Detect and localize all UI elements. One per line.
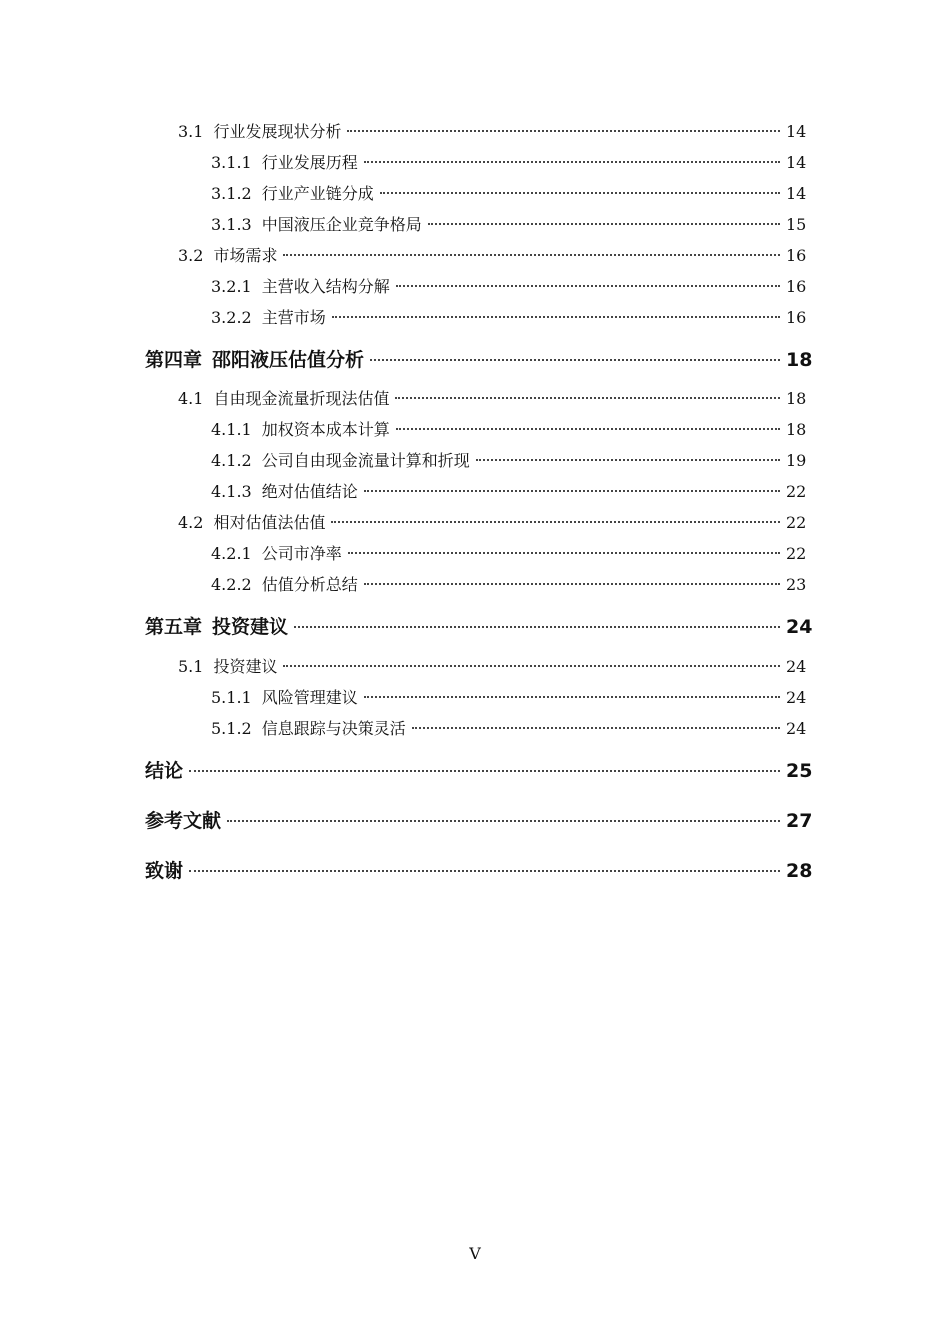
toc-entry-title: 加权资本成本计算 — [261, 420, 390, 439]
toc-entry-number: 第五章 — [145, 616, 203, 638]
toc-entry-number: 第四章 — [145, 349, 203, 371]
toc-entry-title: 邵阳液压估值分析 — [212, 349, 365, 371]
toc-entry-number: 3.1.1 — [211, 153, 252, 172]
toc-entry-number: 5.1.2 — [211, 719, 252, 738]
toc-entry-number: 4.1 — [178, 389, 204, 408]
dot-leader — [428, 223, 780, 225]
toc-entry-page: 19 — [786, 451, 807, 470]
toc-entry-page: 18 — [786, 349, 813, 371]
dot-leader — [395, 397, 780, 399]
toc-entry-number: 5.1.1 — [211, 688, 252, 707]
toc-entry-title: 公司自由现金流量计算和折现 — [261, 451, 470, 470]
toc-entry-number: 3.2.1 — [211, 277, 252, 296]
toc-entry-number: 3.1.3 — [211, 215, 252, 234]
toc-entry-page: 16 — [786, 277, 807, 296]
toc-entry-page: 22 — [786, 544, 807, 563]
toc-entry-title: 公司市净率 — [261, 544, 342, 563]
toc-entry-page: 14 — [786, 184, 807, 203]
toc-entry-page: 24 — [786, 616, 813, 638]
toc-entry[interactable] — [145, 806, 813, 833]
toc-entry-page: 22 — [786, 482, 807, 501]
toc-entry-page: 25 — [786, 760, 813, 782]
toc-entry[interactable] — [145, 856, 813, 883]
toc-entry[interactable] — [178, 119, 806, 142]
toc-entry-number: 3.2.2 — [211, 308, 252, 327]
toc-entry-title: 投资建议 — [213, 657, 278, 676]
toc-entry-number: 4.1.1 — [211, 420, 252, 439]
dot-leader — [283, 665, 780, 667]
toc-entry-number: 3.1.2 — [211, 184, 252, 203]
dot-leader — [227, 820, 780, 822]
toc-entry-title: 投资建议 — [212, 616, 289, 638]
dot-leader — [347, 130, 780, 132]
toc-entry-title: 自由现金流量折现法估值 — [213, 389, 390, 408]
toc-entry[interactable] — [211, 479, 806, 502]
toc-entry-title: 参考文献 — [145, 810, 222, 832]
toc-entry[interactable] — [211, 274, 806, 297]
toc-entry[interactable] — [211, 305, 806, 328]
toc-entry-number: 3.1 — [178, 122, 204, 141]
toc-entry[interactable] — [211, 541, 806, 564]
toc-entry-title: 估值分析总结 — [261, 575, 358, 594]
dot-leader — [396, 428, 780, 430]
toc-entry-title: 市场需求 — [213, 246, 278, 265]
toc-entry-title: 行业发展历程 — [261, 153, 358, 172]
toc-entry-number: 4.1.3 — [211, 482, 252, 501]
toc-entry-number: 3.2 — [178, 246, 204, 265]
toc-entry[interactable] — [211, 572, 806, 595]
toc-entry-number: 5.1 — [178, 657, 204, 676]
toc-entry-page: 16 — [786, 308, 807, 327]
toc-entry[interactable] — [211, 150, 806, 173]
toc-entry-page: 24 — [786, 719, 807, 738]
toc-entry-title: 中国液压企业竞争格局 — [261, 215, 422, 234]
toc-entry[interactable] — [211, 448, 806, 471]
toc-entry[interactable] — [145, 345, 813, 372]
dot-leader — [370, 359, 780, 361]
toc-entry[interactable] — [211, 716, 806, 739]
dot-leader — [396, 285, 780, 287]
toc-entry-title: 结论 — [145, 760, 184, 782]
toc-entry-page: 23 — [786, 575, 807, 594]
toc-entry[interactable] — [178, 654, 806, 677]
toc-entry-title: 信息跟踪与决策灵活 — [261, 719, 406, 738]
toc-entry-number: 4.2 — [178, 513, 204, 532]
toc-entry-page: 22 — [786, 513, 807, 532]
toc-entry[interactable] — [211, 417, 806, 440]
toc-entry-page: 24 — [786, 688, 807, 707]
page-number: V — [469, 1244, 481, 1263]
dot-leader — [380, 192, 780, 194]
toc-entry-title: 绝对估值结论 — [261, 482, 358, 501]
dot-leader — [476, 459, 780, 461]
toc-entry-number: 4.2.2 — [211, 575, 252, 594]
toc-entry[interactable] — [211, 685, 806, 708]
toc-entry-title: 行业产业链分成 — [261, 184, 374, 203]
dot-leader — [364, 490, 780, 492]
toc-entry-page: 15 — [786, 215, 807, 234]
toc-entry[interactable] — [145, 612, 813, 639]
toc-entry-page: 14 — [786, 122, 807, 141]
dot-leader — [348, 552, 780, 554]
toc-entry[interactable] — [211, 212, 806, 235]
toc-entry-page: 18 — [786, 420, 807, 439]
toc-entry-title: 主营收入结构分解 — [261, 277, 390, 296]
toc-entry-page: 14 — [786, 153, 807, 172]
toc-entry-title: 相对估值法估值 — [213, 513, 326, 532]
toc-entry[interactable] — [178, 510, 806, 533]
toc-entry[interactable] — [178, 386, 806, 409]
toc-entry[interactable] — [145, 756, 813, 783]
dot-leader — [189, 870, 780, 872]
toc-entry-page: 27 — [786, 810, 813, 832]
dot-leader — [332, 316, 780, 318]
toc-entry-title: 行业发展现状分析 — [213, 122, 342, 141]
dot-leader — [364, 583, 780, 585]
toc-entry-page: 16 — [786, 246, 807, 265]
dot-leader — [294, 626, 780, 628]
dot-leader — [331, 521, 780, 523]
toc-entry-number: 4.1.2 — [211, 451, 252, 470]
dot-leader — [364, 161, 780, 163]
toc-entry-page: 24 — [786, 657, 807, 676]
dot-leader — [364, 696, 780, 698]
toc-entry-number: 4.2.1 — [211, 544, 252, 563]
toc-entry-title: 风险管理建议 — [261, 688, 358, 707]
toc-entry-page: 18 — [786, 389, 807, 408]
toc-entry-page: 28 — [786, 860, 813, 882]
toc-entry-title: 致谢 — [145, 860, 184, 882]
toc-entry[interactable] — [211, 181, 806, 204]
dot-leader — [283, 254, 780, 256]
dot-leader — [189, 770, 780, 772]
toc-entry-title: 主营市场 — [261, 308, 326, 327]
toc-entry[interactable] — [178, 243, 806, 266]
dot-leader — [412, 727, 780, 729]
